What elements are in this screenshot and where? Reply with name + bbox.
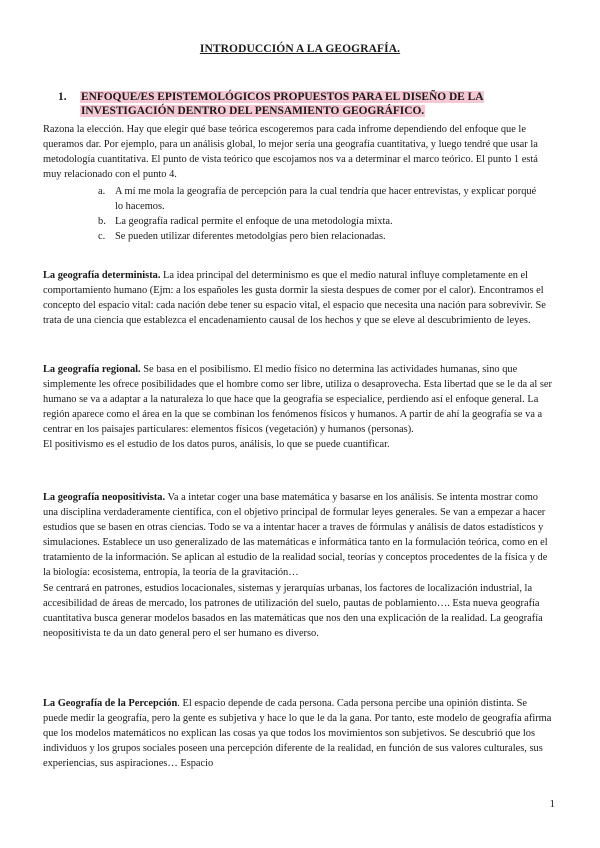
positivism-note: El positivismo es el estudio de los datos puros, análisis, lo que se puede cuantificar. — [43, 439, 390, 451]
intro-paragraph: Razona la elección. Hay que elegir qué base teórica escogeremos para cada infrome dependiendo del enfoque que le queramos dar. Por ejemplo, para un análisis global, lo mejor sería una geografía cuantitativa, y luego tendré que usar la metodología cuantitativa. El punto de vista teórico que escojamos nos va a determinar el marco teórico. El punto 1 está muy relacionado con el punto 4. — [43, 124, 538, 181]
neopositivista-paragraph — [43, 490, 553, 641]
percepcion-text: . El espacio depende de cada persona. Cada persona percibe una opinión distinta. Se puede medir la geografía, pero la gente es subjetiva y hace lo que le da la gana. Por tanto, este modelo de geografía afirma que los modelos matemáticos no explican las cosas ya que todos los movimientos son subjetivos. Se descubrió que los individuos y los grupos sociales poseen una percepción diferente de la realidad, en función de sus valores culturales, sus experiencias, sus aspiraciones… Espacio — [43, 698, 552, 770]
page-number: 1 — [549, 798, 555, 810]
list-marker: c. — [98, 231, 106, 243]
list-marker: a. — [98, 186, 106, 197]
section-heading-line1: ENFOQUE/ES EPISTEMOLÓGICOS PROPUESTOS PARA EL DISEÑO DE LA — [81, 91, 484, 103]
determinista-label: La geografía determinista. — [43, 270, 161, 281]
determinista-text: La idea principal del determinismo es que el medio natural influye completamente en el comportamiento humano (Ejm: a los españoles les gusta dormir la siesta despues de comer por el calor). Encontramos el concepto del espacio vital: cada nación debe tener su espacio vital, el espacio que necesita una nación para sobrevivir. Se trata de una ciencia que establezca el encadenamiento causal de los hechos y que se eleve al descubrimiento de leyes. — [43, 270, 546, 327]
neopositivista-text: Va a intetar coger una base matemática y basarse en los análisis. Se intenta mostrar como una disciplina verdaderamente científica, con el objetivo principal de formular leyes generales. Se van a empezar a hacer estudios que se basen en otras ciencias. Todo se va a intentar hacer a traves de fórmulas y análisis de datos estadísticos y simulaciones. Establece un uso generalizado de las matemáticas e informática tanto en la formulación teórica, como en el tratamiento de la información. Se aplican al estudio de la realidad social, teorías y conceptos procedentes de la física y de la biología: ecosistema, entropía, la teoría de la gravitación… — [43, 492, 548, 579]
list-item — [98, 184, 538, 214]
section-intro — [43, 122, 553, 182]
options-list — [98, 184, 538, 244]
regional-label: La geografía regional. — [43, 364, 141, 375]
percepcion-paragraph — [43, 696, 553, 771]
percepcion-label: La Geografía de la Percepción — [43, 698, 178, 709]
list-marker: b. — [98, 216, 106, 228]
section-number: 1. — [58, 91, 67, 103]
determinista-paragraph — [43, 268, 553, 328]
neopositivista-text2: Se centrará en patrones, estudios locacionales, sistemas y jerarquías urbanas, los factores de localización industrial, la accesibilidad de áreas de mercado, los patrones de utilización del suelo, pautas de poblamiento…. Esta nueva geografía cuantitativa busca generar modelos basados en las matemáticas que nos den una explicación de la realidad. La geografía neopositivista te da un dato general pero el ser humano es diverso. — [43, 582, 543, 639]
section-heading-line2: INVESTIGACIÓN DENTRO DEL PENSAMIENTO GEOGRÁFICO. — [81, 105, 425, 117]
neopositivista-label: La geografía neopositivista. — [43, 492, 166, 503]
list-item-text: A mí me mola la geografía de percepción para la cual tendría que hacer entrevistas, y explicar porqué lo hacemos. — [115, 186, 537, 213]
list-item — [98, 229, 538, 244]
list-item-text: Se pueden utilizar diferentes metodolgías pero bien relacionadas. — [115, 231, 386, 243]
list-item — [98, 214, 538, 229]
regional-text: Se basa en el posibilismo. El medio físico no determina las actividades humanas, sino que simplemente les ofrece posibilidades que el hombre como ser libre, utiliza o desaprovecha. Esta libertad que se le da al ser humano se va a adaptar a la naturaleza lo que hace que la geografía se especialice, perdiendo así el enfoque general. La región aparece como el área en la que se combinan los fenómenos físicos y humanos. A partir de ahí la geografía se va a centrar en los paisajes particulares: elementos físicos (vegetación) y humanos (personas). — [43, 364, 552, 436]
regional-paragraph — [43, 362, 553, 453]
page-title: INTRODUCCIÓN A LA GEOGRAFÍA. — [199, 43, 401, 55]
list-item-text: La geografía radical permite el enfoque de una metodología mixta. — [115, 216, 393, 228]
